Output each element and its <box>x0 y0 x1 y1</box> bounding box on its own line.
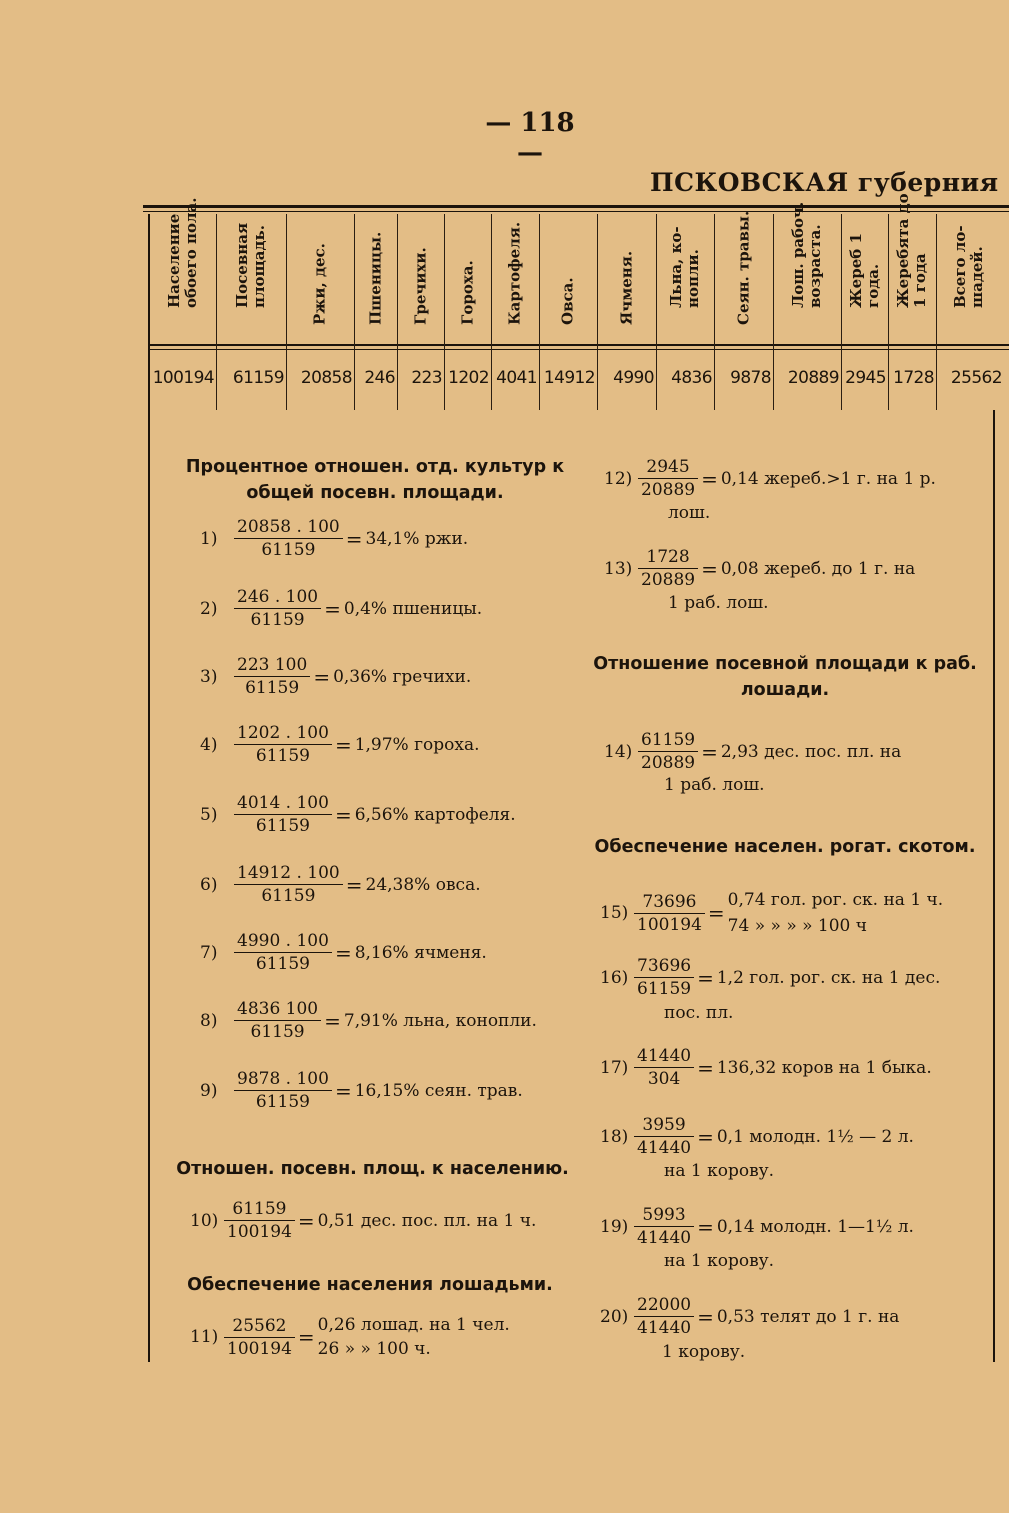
formula-19: 19) $\frac{5993}{41440}$ = 0,14 молодн. 1—1½ л. <box>600 1205 914 1248</box>
table-cell: 2945 <box>845 368 886 388</box>
formula-5: 5) $\frac{4014 . 100}{61159}$ = 6,56% картофеля. <box>200 793 516 836</box>
formula-1: 1) $\frac{20858 . 100}{61159}$ = 34,1% ржи. <box>200 517 469 560</box>
col-header-potato: Картофеля. <box>505 221 524 325</box>
section-heading-area-population: Отношен. посевн. площ. к населению. <box>176 1159 569 1179</box>
table-cell: 4990 <box>613 368 654 388</box>
table-cell: 4836 <box>671 368 712 388</box>
section-heading-cattle: Обеспечение населен. рогат. скотом. <box>594 837 976 857</box>
formula-9: 9) $\frac{9878 . 100}{61159}$ = 16,15% сеян. трав. <box>200 1069 523 1112</box>
formula-11: 11) $\frac{25562}{100194}$ = 0,26 лошад. на 1 чел. 26 » » 100 ч. <box>190 1315 510 1359</box>
formula-7: 7) $\frac{4990 . 100}{61159}$ = 8,16% ячменя. <box>200 931 487 974</box>
col-header-work-horses: Лош. рабоч. возраста. <box>789 201 824 308</box>
table-cell: 61159 <box>232 368 284 388</box>
table-cell: 100194 <box>152 368 214 388</box>
formula-8: 8) $\frac{4836 100}{61159}$ = 7,91% льна, конопли. <box>200 999 537 1042</box>
formula-16-continued: пос. пл. <box>664 1003 734 1023</box>
col-header-wheat: Пшеницы. <box>366 231 384 325</box>
table-cell: 20889 <box>787 368 839 388</box>
formula-3: 3) $\frac{223 100}{61159}$ = 0,36% гречихи. <box>200 655 472 698</box>
formula-10: 10) $\frac{61159}{100194}$ = 0,51 дес. пос. пл. на 1 ч. <box>190 1199 537 1242</box>
col-header-grass: Сеян. травы. <box>734 210 752 325</box>
table-cell: 223 <box>411 368 442 388</box>
formula-19-continued: на 1 корову. <box>664 1251 775 1271</box>
province-title: ПСКОВСКАЯ губерния <box>650 168 999 197</box>
formula-12-continued: лош. <box>668 503 711 523</box>
col-header-barley: Ячменя. <box>617 250 635 325</box>
col-header-flax: Льна, ко- нопли. <box>667 226 702 308</box>
formula-14-continued: 1 раб. лош. <box>664 775 765 795</box>
table-header-rule <box>150 344 1009 346</box>
formula-17: 17) $\frac{41440}{304}$ = 136,32 коров на 1 быка. <box>600 1046 932 1089</box>
col-header-population: Население обоего пола. <box>165 197 200 308</box>
section-heading-horses: Обеспечение населения лошадьми. <box>187 1275 553 1295</box>
table-header-rule-thin <box>150 349 1009 350</box>
table-right-border <box>993 410 995 1362</box>
table-cell: 9878 <box>730 368 771 388</box>
table-cell: 4041 <box>496 368 537 388</box>
table-cell: 246 <box>364 368 395 388</box>
formula-14: 14) $\frac{61159}{20889}$ = 2,93 дес. пос. пл. на <box>604 730 902 773</box>
col-header-peas: Гороха. <box>458 260 476 325</box>
formula-2: 2) $\frac{246 . 100}{61159}$ = 0,4% пшеницы. <box>200 587 483 630</box>
col-header-rye: Ржи, дес. <box>310 243 329 325</box>
col-header-oats: Овса. <box>558 277 577 325</box>
formula-4: 4) $\frac{1202 . 100}{61159}$ = 1,97% гороха. <box>200 723 480 766</box>
formula-6: 6) $\frac{14912 . 100}{61159}$ = 24,38% овса. <box>200 863 481 906</box>
section-heading-area-horse: Отношение посевной площади к раб. лошади. <box>593 654 977 700</box>
col-header-foals-under-1: Жеребята до 1 года <box>894 193 929 308</box>
col-header-total-horses: Всего ло- шадей. <box>951 225 986 308</box>
table-cell: 1202 <box>448 368 489 388</box>
col-header-sown-area: Посевная площадь. <box>233 222 268 308</box>
formula-13-continued: 1 раб. лош. <box>668 593 769 613</box>
table-cell: 14912 <box>543 368 595 388</box>
section-heading-crops: Процентное отношен. отд. культур к общей посевн. площади. <box>185 457 565 503</box>
formula-20: 20) $\frac{22000}{41440}$ = 0,53 телят до 1 г. на <box>600 1295 900 1338</box>
table-cell: 25562 <box>950 368 1002 388</box>
formula-16: 16) $\frac{73696}{61159}$ = 1,2 гол. рог. ск. на 1 дес. <box>600 956 941 999</box>
formula-15: 15) $\frac{73696}{100194}$ = 0,74 гол. рог. ск. на 1 ч. 74 » » » » 100 ч <box>600 890 944 936</box>
page-number: — 118 — <box>485 108 575 168</box>
col-header-foals-1yr: Жереб 1 года. <box>846 233 882 308</box>
formula-18-continued: на 1 корову. <box>664 1161 775 1181</box>
formula-18: 18) $\frac{3959}{41440}$ = 0,1 молодн. 1½ — 2 л. <box>600 1115 914 1158</box>
formula-12: 12) $\frac{2945}{20889}$ = 0,14 жереб.>1 г. на 1 р. <box>604 457 936 500</box>
col-header-buckwheat: Гречихи. <box>411 247 429 325</box>
formula-20-continued: 1 корову. <box>662 1342 746 1362</box>
formula-13: 13) $\frac{1728}{20889}$ = 0,08 жереб. до 1 г. на <box>604 547 916 590</box>
table-cell: 1728 <box>893 368 934 388</box>
table-cell: 20858 <box>300 368 352 388</box>
